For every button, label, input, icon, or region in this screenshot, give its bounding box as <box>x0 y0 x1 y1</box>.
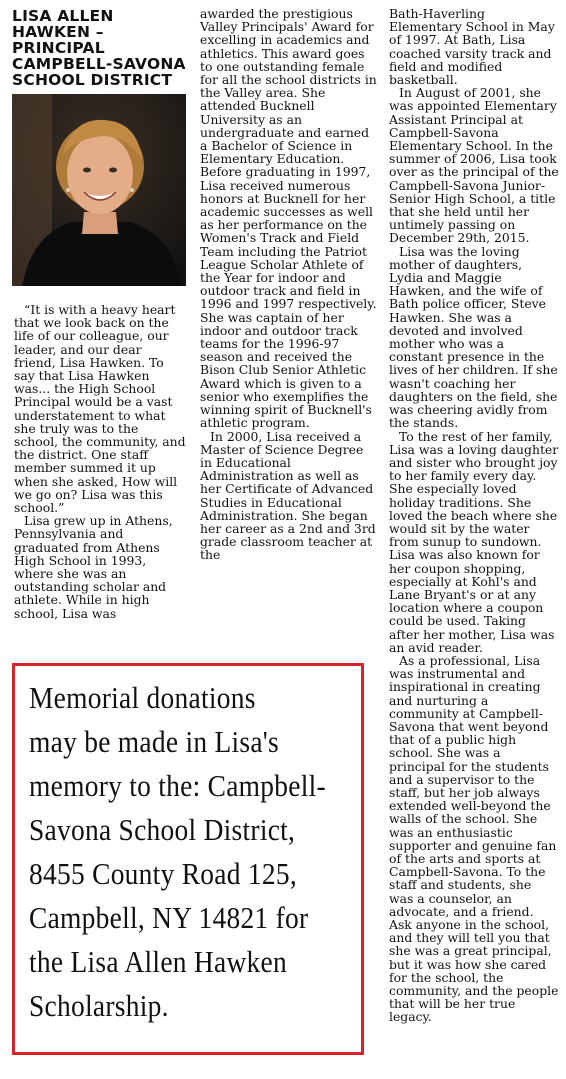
article-column-3 <box>389 7 559 1024</box>
paragraph: In 2000, Lisa received a Master of Science Degree in Educational Administration as well as her Certificate of Advanced Studies in Educational Administration. She began her career as a 2nd and 3rd grade classroom teacher at the <box>200 428 376 563</box>
portrait-photo <box>12 94 186 286</box>
article-column-1 <box>14 303 186 620</box>
donation-line: the Lisa Allen Hawken <box>29 945 287 979</box>
paragraph: To the rest of her family, Lisa was a loving daughter and sister who brought joy to her family every day. She especially loved holiday traditions. She loved the beach where she would sit by the water from sunup to sundown. Lisa was also known for her coupon shopping, especially at Kohl's and Lane Bryant's or at any location where a coupon could be used. Taking after her mother, Lisa was an avid reader. <box>389 428 559 655</box>
paragraph: Bath-Haverling Elementary School in May of 1997. At Bath, Lisa coached varsity track and field and modified basketball. <box>389 6 555 88</box>
paragraph: Lisa grew up in Athens, Pennsylvania and graduated from Athens High School in 1993, where she was an outstanding scholar and athlete. While in high school, Lisa was <box>14 513 173 621</box>
article-headline: LISA ALLEN HAWKEN – PRINCIPAL CAMPBELL-SAVONA SCHOOL DISTRICT <box>12 7 186 89</box>
article-column-2 <box>200 7 378 562</box>
memorial-donation-box <box>12 663 364 1055</box>
paragraph-quote: “It is with a heavy heart that we look back on the life of our colleague, our leader, and our dear friend, Lisa Hawken. To say that Lisa Hawken was... the High School Principal would be a vast understatement to what she truly was to the school, the community, and the district. One staff member summed it up when she asked, How will we go on? Lisa was this school.” <box>14 302 186 516</box>
donation-line: Savona School District, <box>29 813 296 847</box>
donation-line: memory to the: Campbell- <box>29 769 326 803</box>
donation-line: Campbell, NY 14821 for <box>29 901 309 935</box>
donation-line: Scholarship. <box>29 989 169 1023</box>
donation-line: may be made in Lisa's <box>29 725 279 759</box>
donation-line: Memorial donations <box>29 681 256 715</box>
portrait-illustration <box>12 94 186 286</box>
paragraph: awarded the prestigious Valley Principals' Award for excelling in academics and athletics. This award goes to one outstanding female for all the school districts in the Valley area. She attended Bucknell University as an undergraduate and earned a Bachelor of Science in Elementary Education. Before graduating in 1997, Lisa received numerous honors at Bucknell for her academic successes as well as her performance on the Women's Track and Field Team including the Patriot League Scholar Athlete of the Year for indoor and outdoor track and field in 1996 and 1997 respectively. She was captain of her indoor and outdoor track teams for the 1996-97 season and received the Bison Club Senior Athletic Award which is given to a senior who exemplifies the winning spirit of Bucknell's athletic program. <box>200 6 377 431</box>
paragraph: Lisa was the loving mother of daughters, Lydia and Maggie Hawken, and the wife of Bath police officer, Steve Hawken. She was a devoted and involved mother who was a constant presence in the lives of her children. If she wasn't coaching her daughters on the field, she was cheering avidly from the stands. <box>389 243 558 431</box>
donation-line: 8455 County Road 125, <box>29 857 297 891</box>
paragraph: As a professional, Lisa was instrumental and inspirational in creating and nurturing a community at Campbell-Savona that went beyond that of a public high school. She was a principal for the students and a supervisor to the staff, but her job always extended well-beyond the walls of the school. She was an enthusiastic supporter and genuine fan of the arts and sports at Campbell-Savona. To the staff and students, she was a counselor, an advocate, and a friend. Ask anyone in the school, and they will tell you that she was a great principal, but it was how she cared for the school, the community, and the people that will be her true legacy. <box>389 652 559 1025</box>
paragraph: In August of 2001, she was appointed Elementary Assistant Principal at Campbell-Savona Elementary School. In the summer of 2006, Lisa took over as the principal of the Campbell-Savona Junior-Senior High School, a title that she held until her untimely passing on December 29th, 2015. <box>389 85 559 246</box>
donation-text <box>29 676 326 1028</box>
